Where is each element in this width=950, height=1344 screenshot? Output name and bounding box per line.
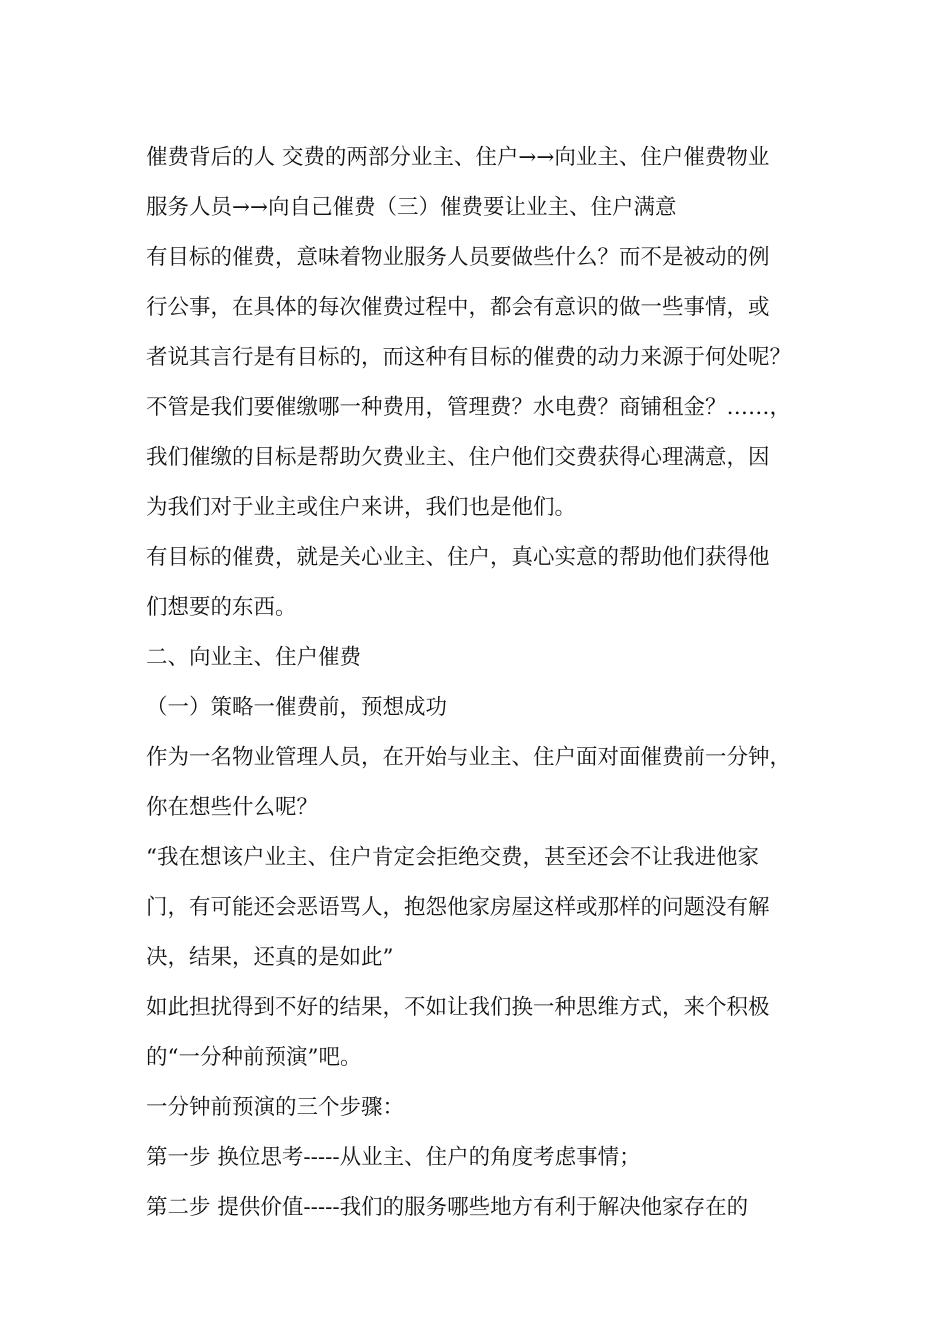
subsection-heading: （一）策略一催费前，预想成功 (146, 695, 448, 720)
section-heading: 二、向业主、住户催费 (146, 645, 362, 670)
text-line: 不管是我们要催缴哪一种费用，管理费？水电费？商铺租金？……， (146, 395, 792, 420)
text-line: 们想要的东西。 (146, 595, 297, 620)
text-line: 者说其言行是有目标的，而这种有目标的催费的动力来源于何处呢？ (146, 345, 792, 370)
text-line: 我们催缴的目标是帮助欠费业主、住户他们交费获得心理满意，因 (146, 445, 770, 470)
step-line: 第一步 换位思考-----从业主、住户的角度考虑事情； (146, 1145, 641, 1170)
text-line: 作为一名物业管理人员，在开始与业主、住户面对面催费前一分钟， (146, 745, 792, 770)
text-line: “我在想该户业主、住户肯定会拒绝交费，甚至还会不让我进他家 (146, 845, 759, 870)
text-line: 的“一分种前预演”吧。 (146, 1045, 362, 1070)
step-line: 第二步 提供价值-----我们的服务哪些地方有利于解决他家存在的 (146, 1195, 749, 1220)
document-body (146, 133, 836, 1233)
text-line: 决，结果，还真的是如此” (146, 945, 394, 970)
text-line: 有目标的催费，就是关心业主、住户，真心实意的帮助他们获得他 (146, 545, 770, 570)
text-line: 服务人员→→向自己催费（三）催费要让业主、住户满意 (146, 195, 677, 220)
text-line: 行公事，在具体的每次催费过程中，都会有意识的做一些事情，或 (146, 295, 770, 320)
text-line: 一分钟前预演的三个步骤： (146, 1095, 405, 1120)
text-line: 你在想些什么呢？ (146, 795, 319, 820)
text-line: 门，有可能还会恶语骂人，抱怨他家房屋这样或那样的问题没有解 (146, 895, 770, 920)
text-line: 如此担扰得到不好的结果，不如让我们换一种思维方式，来个积极 (146, 995, 770, 1020)
text-line: 催费背后的人 交费的两部分业主、住户→→向业主、住户催费物业 (146, 145, 770, 170)
text-line: 有目标的催费，意味着物业服务人员要做些什么？而不是被动的例 (146, 245, 770, 270)
text-line: 为我们对于业主或住户来讲，我们也是他们。 (146, 495, 577, 520)
